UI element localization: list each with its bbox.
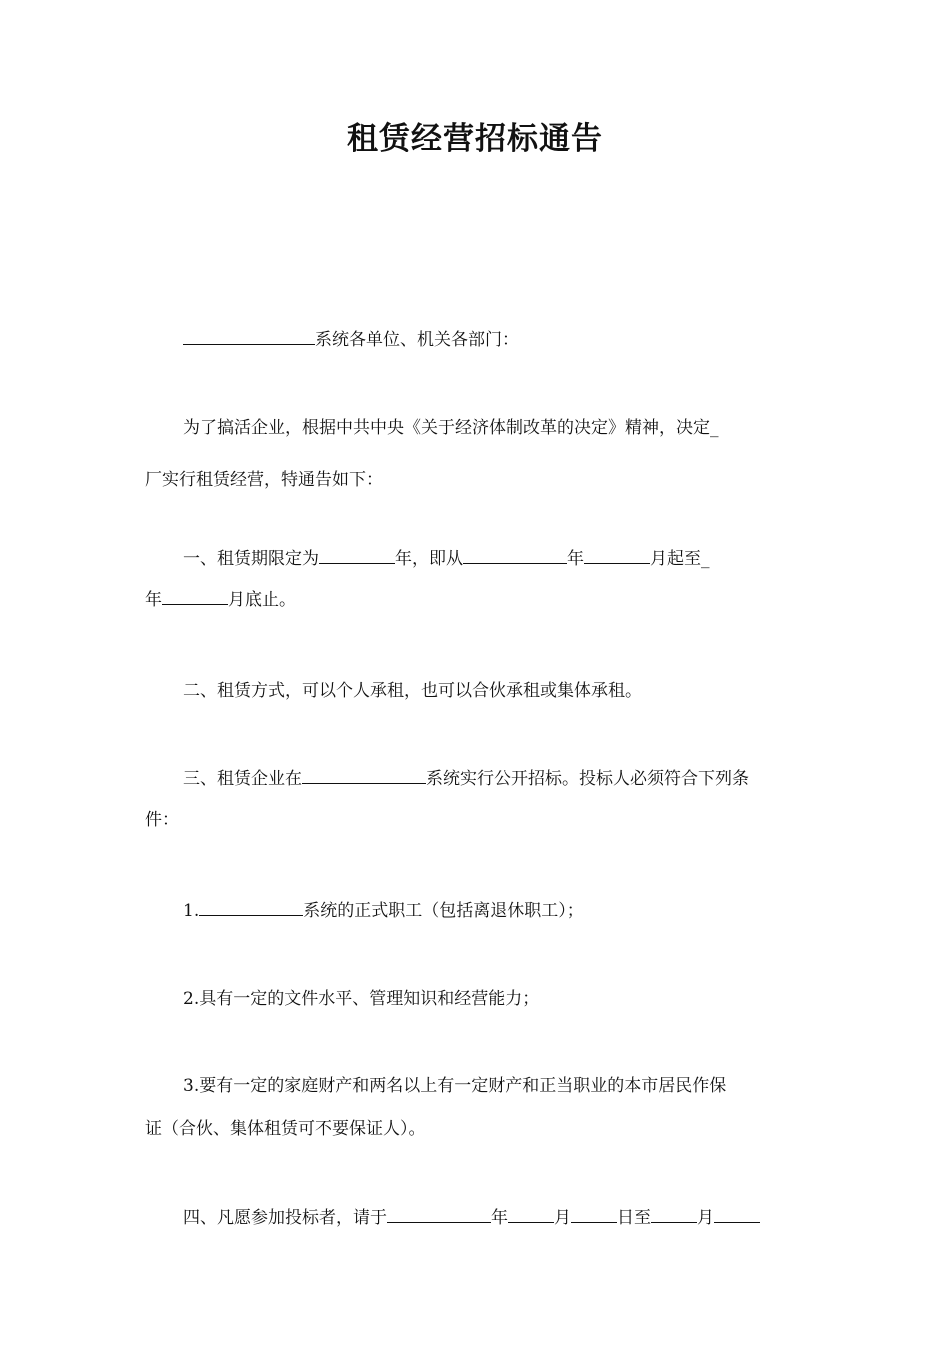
bid-start-year-blank	[387, 1204, 491, 1223]
condition-1-paragraph	[145, 890, 810, 932]
end-month-blank	[162, 586, 228, 605]
item-1-line-2	[145, 579, 810, 621]
item-4-text-a: 四、凡愿参加投标者，请于	[183, 1208, 387, 1228]
system-name-blank	[302, 765, 426, 784]
condition-3-line-2: 证（合伙、集体租赁可不要保证人）。	[145, 1119, 426, 1139]
condition-2-paragraph: 2.具有一定的文件水平、管理知识和经营能力；	[183, 989, 540, 1009]
item-1-text-e: 年	[145, 590, 162, 610]
document-title: 租赁经营招标通告	[347, 121, 603, 157]
item-3-line-1	[145, 758, 810, 800]
salutation-paragraph	[145, 319, 810, 361]
item-3-paragraph	[145, 758, 810, 841]
intro-line-1: 为了搞活企业，根据中共中央《关于经济体制改革的决定》精神，决定_	[183, 418, 719, 438]
intro-line-2: 厂实行租赁经营，特通告如下：	[145, 470, 383, 490]
item-1-line-1	[145, 538, 810, 580]
item-1-text-c: 年	[567, 549, 584, 569]
condition-1-text: 系统的正式职工（包括离退休职工）；	[303, 901, 584, 921]
item-1-text-d: 月起至_	[650, 549, 710, 569]
salutation-blank	[183, 326, 315, 345]
bid-start-month-blank	[508, 1204, 554, 1223]
item-4-text-b: 年	[491, 1208, 508, 1228]
start-month-blank	[584, 545, 650, 564]
item-1-paragraph	[145, 538, 810, 621]
bid-end-day-blank	[714, 1204, 760, 1223]
start-year-blank	[463, 545, 567, 564]
item-4-paragraph	[145, 1197, 810, 1239]
item-4-text-e: 月	[697, 1208, 714, 1228]
condition-3-line-1: 3.要有一定的家庭财产和两名以上有一定财产和正当职业的本市居民作保	[183, 1076, 727, 1096]
lease-years-blank	[319, 545, 395, 564]
bid-start-day-blank	[571, 1204, 617, 1223]
item-2-paragraph: 二、租赁方式，可以个人承租，也可以合伙承租或集体承租。	[183, 681, 642, 701]
condition-1-blank	[199, 897, 303, 916]
item-4-text-c: 月	[554, 1208, 571, 1228]
condition-1-number: 1.	[183, 901, 200, 921]
salutation-text: 系统各单位、机关各部门：	[315, 330, 519, 350]
bid-end-month-blank	[651, 1204, 697, 1223]
item-4-text-d: 日至	[617, 1208, 651, 1228]
item-1-text-f: 月底止。	[228, 590, 296, 610]
item-3-line-2: 件：	[145, 810, 179, 830]
item-1-text-a: 一、租赁期限定为	[183, 549, 319, 569]
intro-paragraph	[145, 407, 810, 501]
item-1-text-b: 年，即从	[395, 549, 463, 569]
item-3-text-a: 三、租赁企业在	[183, 769, 302, 789]
condition-3-paragraph	[145, 1065, 810, 1150]
item-3-text-b: 系统实行公开招标。投标人必须符合下列条	[426, 769, 749, 789]
